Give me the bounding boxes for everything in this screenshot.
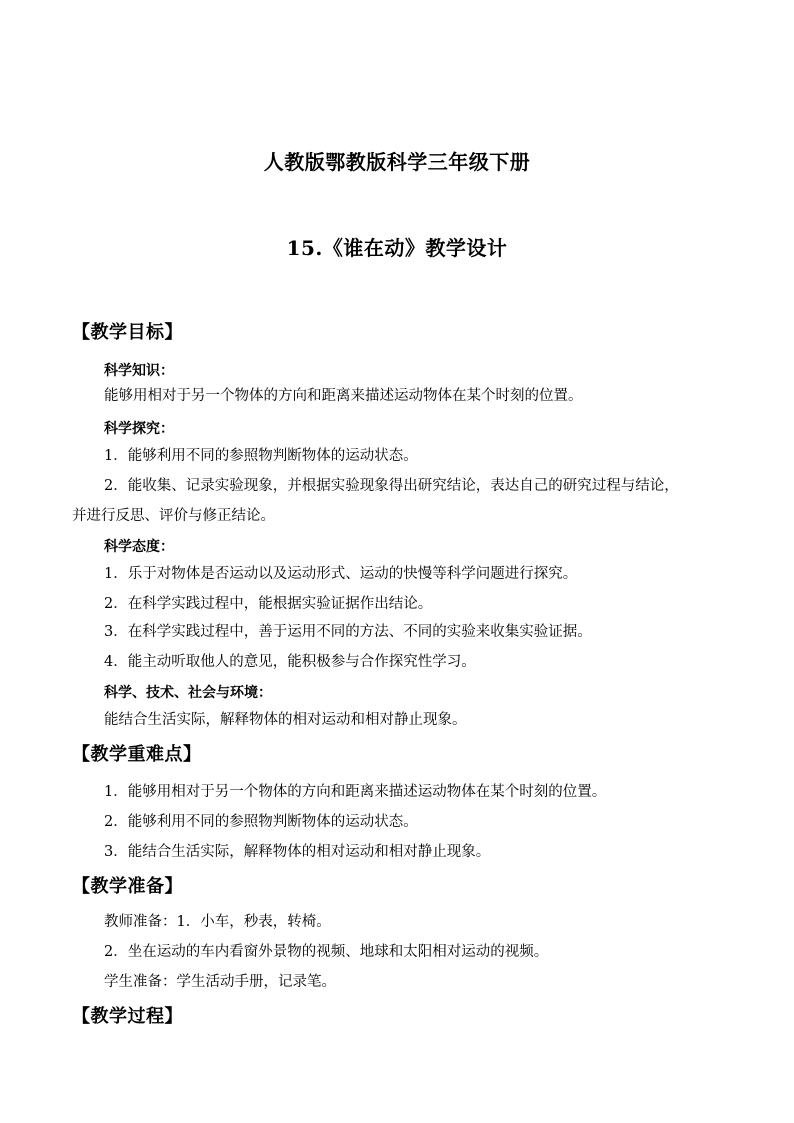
- paragraph-attitude-2: 2．在科学实践过程中，能根据实验证据作出结论。: [104, 596, 433, 612]
- paragraph-attitude-4: 4．能主动听取他人的意见，能积极参与合作探究性学习。: [104, 654, 476, 670]
- paragraph-inquiry-1: 1．能够利用不同的参照物判断物体的运动状态。: [104, 448, 418, 464]
- document-title: 人教版鄂教版科学三年级下册: [263, 150, 531, 174]
- section-heading-key-points: 【教学重难点】: [72, 744, 202, 765]
- paragraph-sts: 能结合生活实际，解释物体的相对运动和相对静止现象。: [104, 712, 467, 728]
- subheading-knowledge: 科学知识：: [104, 363, 174, 379]
- paragraph-teacher-prep-2: 2．坐在运动的车内看窗外景物的视频、地球和太阳相对运动的视频。: [104, 944, 549, 960]
- paragraph-inquiry-2: 2．能收集、记录实验现象，并根据实验现象得出研究结论，表达自己的研究过程与结论，: [104, 478, 679, 494]
- section-heading-objectives: 【教学目标】: [72, 322, 183, 343]
- paragraph-key-point-3: 3．能结合生活实际，解释物体的相对运动和相对静止现象。: [104, 844, 491, 860]
- subheading-sts: 科学、技术、社会与环境：: [104, 685, 272, 701]
- section-heading-preparation: 【教学准备】: [72, 876, 183, 897]
- section-heading-process: 【教学过程】: [72, 1006, 183, 1027]
- paragraph-teacher-prep-1: 教师准备：1．小车，秒表，转椅。: [104, 914, 331, 930]
- paragraph-key-point-1: 1．能够用相对于另一个物体的方向和距离来描述运动物体在某个时刻的位置。: [104, 784, 607, 800]
- paragraph-knowledge: 能够用相对于另一个物体的方向和距离来描述运动物体在某个时刻的位置。: [104, 388, 583, 404]
- paragraph-key-point-2: 2．能够利用不同的参照物判断物体的运动状态。: [104, 814, 418, 830]
- paragraph-student-prep: 学生准备：学生活动手册，记录笔。: [104, 974, 336, 990]
- subheading-attitude: 科学态度：: [104, 539, 174, 555]
- subheading-inquiry: 科学探究：: [104, 421, 174, 437]
- paragraph-attitude-1: 1．乐于对物体是否运动以及运动形式、运动的快慢等科学问题进行探究。: [104, 566, 578, 582]
- paragraph-inquiry-2-cont: 并进行反思、评价与修正结论。: [72, 508, 275, 524]
- paragraph-attitude-3: 3．在科学实践过程中，善于运用不同的方法、不同的实验来收集实验证据。: [104, 624, 592, 640]
- lesson-title: 15.《谁在动》教学设计: [286, 236, 508, 260]
